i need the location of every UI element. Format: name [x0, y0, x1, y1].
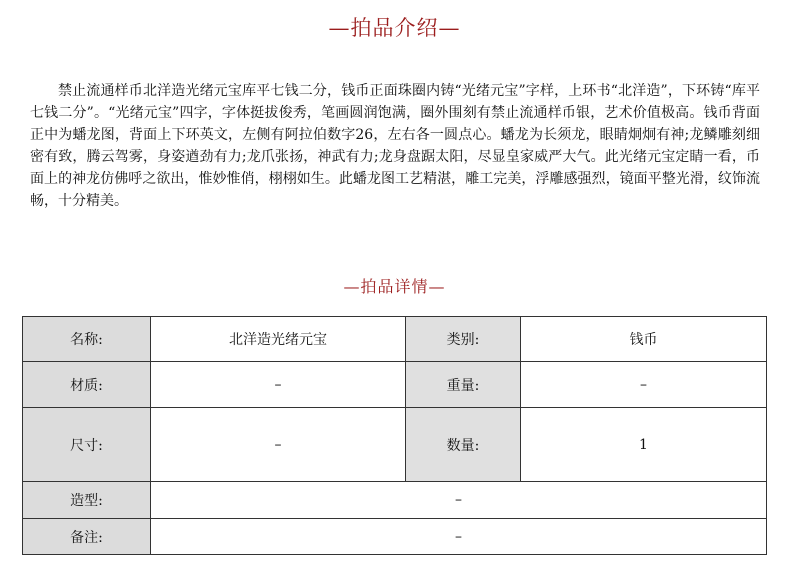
label-remarks: 备注:: [23, 519, 151, 555]
label-weight: 重量:: [406, 362, 521, 408]
value-material: –: [151, 362, 406, 408]
label-category: 类别:: [406, 317, 521, 362]
value-shape: –: [151, 482, 767, 519]
label-material: 材质:: [23, 362, 151, 408]
table-row: [23, 317, 767, 362]
value-weight: –: [521, 362, 767, 408]
table-row: [23, 519, 767, 555]
value-name: 北洋造光绪元宝: [151, 317, 406, 362]
table-row: [23, 408, 767, 482]
label-name: 名称:: [23, 317, 151, 362]
table-row: [23, 362, 767, 408]
intro-paragraph: 禁止流通样币北洋造光绪元宝库平七钱二分，钱币正面珠圈内铸“光绪元宝”字样，上环书“北洋造”，下环铸“库平七钱二分”。“光绪元宝”四字，字体挺拔俊秀，笔画圆润饱满，圈外围刻有禁止流通样币银，艺术价值极高。钱币背面正中为蟠龙图，背面上下环英文，左侧有阿拉伯数字26，左右各一圆点心。蟠龙为长须龙，眼睛炯炯有神;龙鳞雕刻细密有致，腾云驾雾，身姿遒劲有力;龙爪张扬，神武有力;龙身盘踞太阳，尽显皇家威严大气。此光绪元宝定睛一看，币面上的神龙仿佛呼之欲出，惟妙惟俏，栩栩如生。此蟠龙图工艺精湛，雕工完美，浮雕感强烈，镜面平整光滑，纹饰流畅，十分精美。: [30, 83, 760, 209]
value-size: –: [151, 408, 406, 482]
label-quantity: 数量:: [406, 408, 521, 482]
details-title: —拍品详情—: [343, 277, 446, 296]
label-size: 尺寸:: [23, 408, 151, 482]
label-shape: 造型:: [23, 482, 151, 519]
value-category: 钱币: [521, 317, 767, 362]
value-quantity: 1: [521, 408, 767, 482]
details-table: [22, 316, 767, 555]
intro-title: —拍品介绍—: [328, 16, 461, 40]
table-row: [23, 482, 767, 519]
value-remarks: –: [151, 519, 767, 555]
